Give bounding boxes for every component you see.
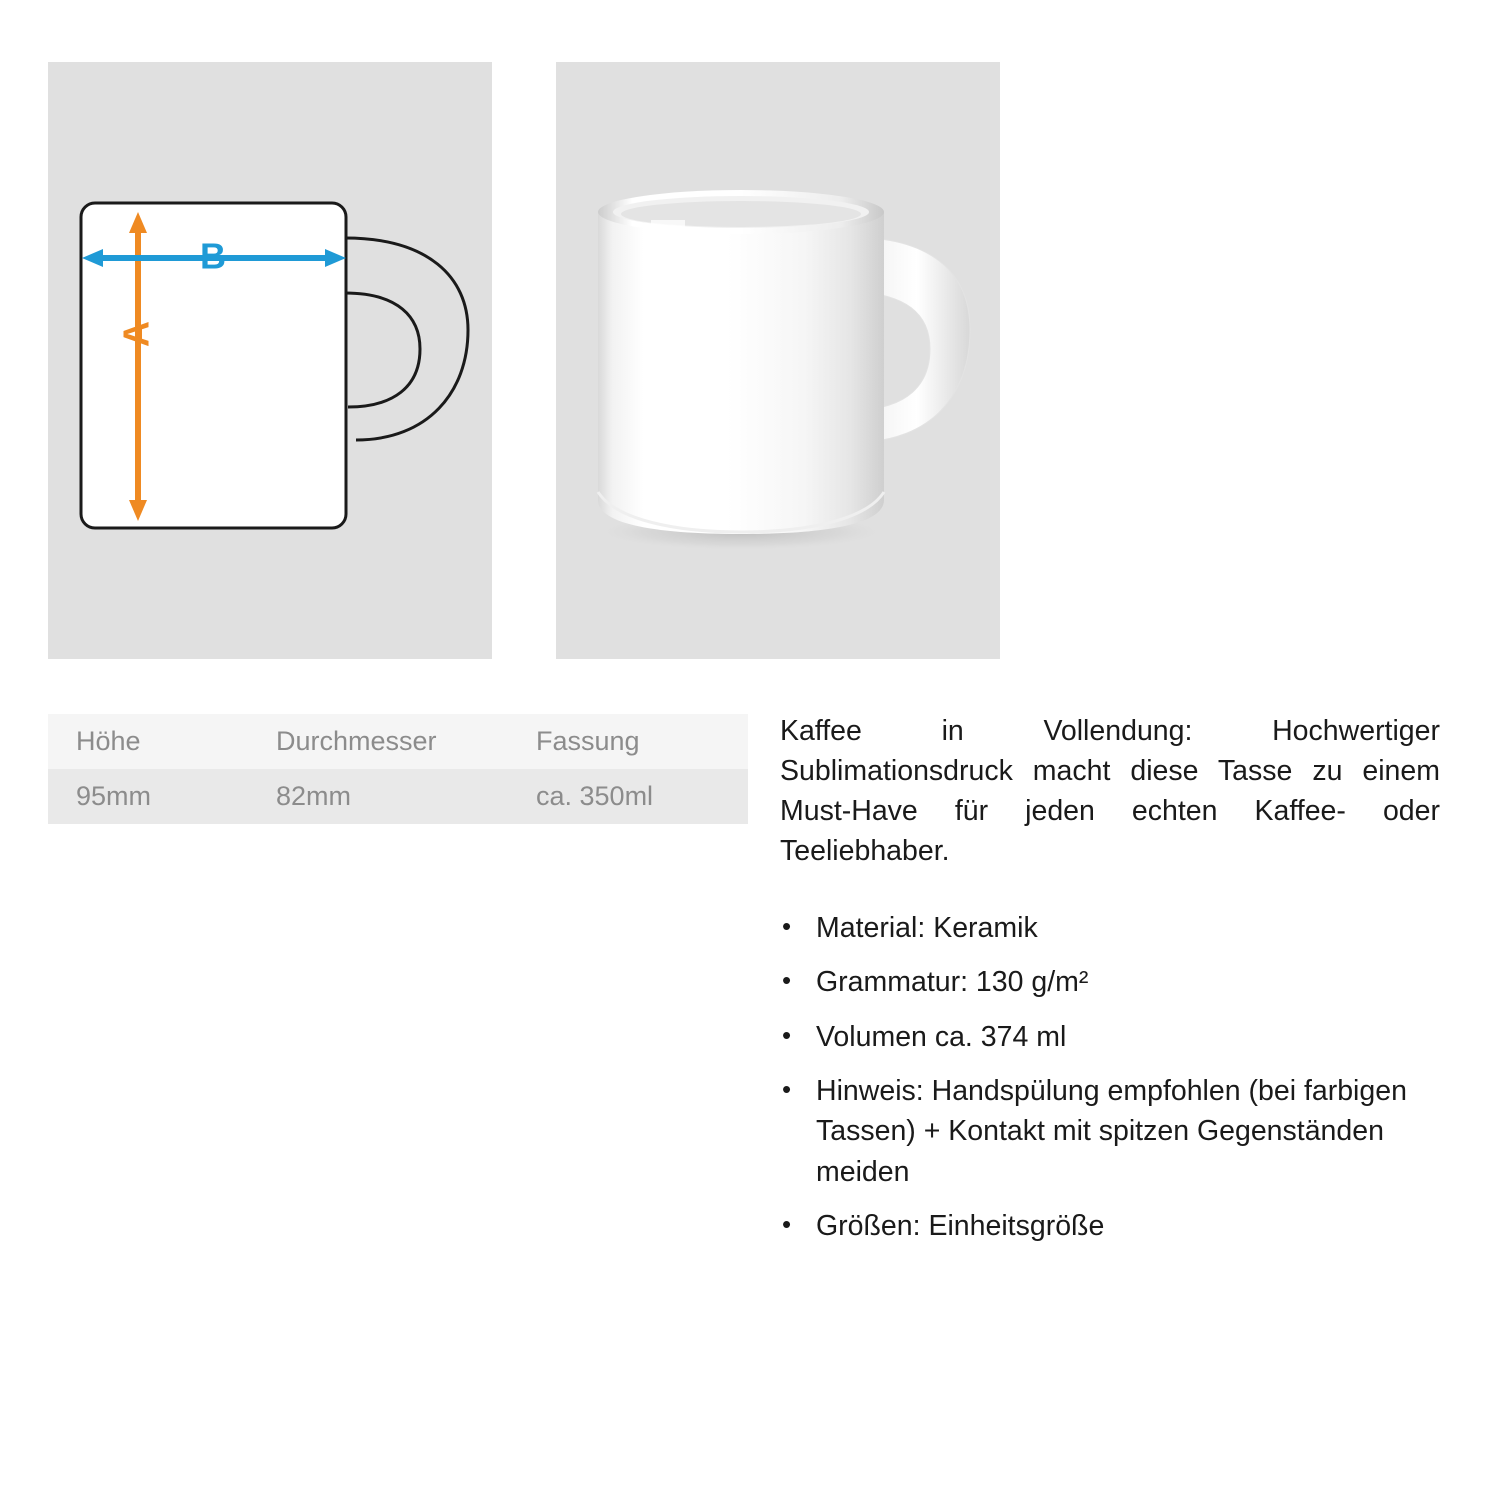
height-label: A (115, 321, 157, 347)
description-bullet-list (780, 908, 1440, 1247)
cell-diameter-value: 82mm (276, 781, 352, 811)
list-item (780, 1017, 1440, 1057)
bullet-glyph: • (782, 910, 792, 941)
table-row (48, 769, 748, 824)
bullet-glyph: • (782, 1019, 792, 1050)
mug-dimension-diagram-svg (48, 62, 492, 659)
list-item-label: Hinweis: Handspülung empfohlen (bei farbigen Tassen) + Kontakt mit spitzen Gegenständen meiden (816, 1074, 1407, 1188)
bullet-glyph: • (782, 965, 792, 996)
list-item (780, 962, 1440, 1002)
table-header-row (48, 714, 748, 769)
list-item-label: Größen: Einheitsgröße (816, 1210, 1105, 1243)
cell-capacity-value: ca. 350ml (536, 781, 654, 811)
list-item-label: Volumen ca. 374 ml (816, 1020, 1067, 1053)
list-item (780, 908, 1440, 948)
description-lead: Kaffee in Vollendung: Hochwertiger Sublimationsdruck macht diese Tasse zu einem Must-Have für jeden echten Kaffee- oder Teeliebhaber. (780, 715, 1440, 867)
bullet-glyph: • (782, 1209, 792, 1240)
mug-body (598, 212, 884, 534)
mug-highlight (651, 220, 685, 520)
specification-table (48, 714, 748, 824)
cell-height-value: 95mm (76, 781, 152, 811)
mug-product-photo-panel (556, 62, 1000, 659)
column-header-height: Höhe (76, 726, 141, 756)
mug-product-photo-svg (556, 62, 1000, 659)
mug-handle-inner-outline (345, 293, 420, 407)
list-item-label: Grammatur: 130 g/m² (816, 966, 1089, 999)
diameter-label: B (200, 235, 226, 277)
product-description (780, 712, 1440, 1261)
column-header-capacity: Fassung (536, 726, 640, 756)
bullet-glyph: • (782, 1073, 792, 1104)
list-item (780, 1071, 1440, 1192)
list-item-label: Material: Keramik (816, 911, 1038, 944)
mug-dimension-diagram-panel (48, 62, 492, 659)
column-header-diameter: Durchmesser (276, 726, 437, 756)
mug-handle-outer-outline (345, 238, 468, 440)
list-item (780, 1206, 1440, 1246)
